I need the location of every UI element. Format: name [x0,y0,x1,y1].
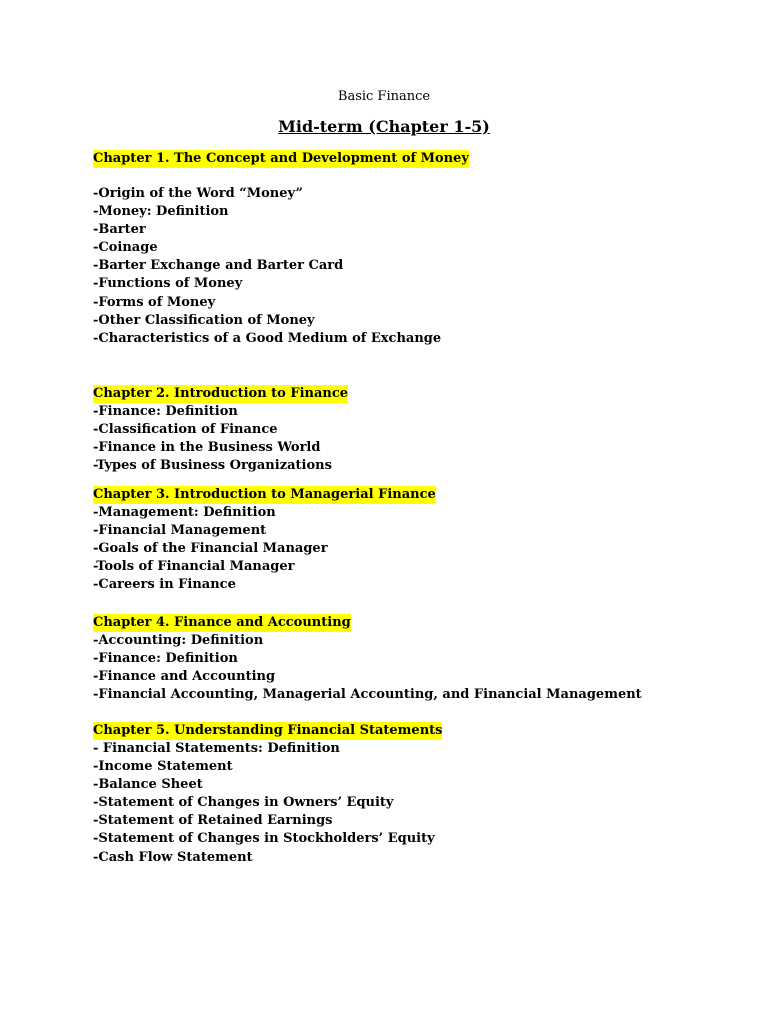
topic-item: -Functions of Money [93,276,243,292]
topic-item: -Coinage [93,240,158,256]
topic-item: -Finance: Definition [93,651,238,667]
chapter-3-heading: Chapter 3. Introduction to Managerial Finance [93,487,436,502]
chapter-2-heading: Chapter 2. Introduction to Finance [93,386,349,401]
topic-item: -Classification of Finance [93,422,278,438]
document-title: Basic Finance [337,89,431,104]
topic-item: -Goals of the Financial Manager [93,541,328,557]
topic-item: -Types of Business Organizations [93,458,332,474]
topic-item: -Finance: Definition [93,404,238,419]
chapter-1-topic-list [93,185,733,348]
topic-item: -Barter [93,222,146,238]
topic-item: -Forms of Money [93,294,216,310]
chapter-5-topic-list [93,740,733,867]
chapter-1-heading: Chapter 1. The Concept and Development of Money [93,151,469,166]
chapter-4-topic-list [93,632,733,704]
topic-item: -Income Statement [93,759,233,775]
chapter-5-section [93,719,733,867]
document-subtitle: Mid-term (Chapter 1-5) [278,117,490,136]
topic-item: -Barter Exchange and Barter Card [93,258,344,274]
topic-item: - Financial Statements: Definition [93,741,340,756]
topic-item: -Careers in Finance [93,577,236,593]
chapter-2-section [93,382,733,475]
topic-item: -Tools of Financial Manager [93,559,295,575]
topic-item: -Money: Definition [93,204,229,220]
topic-item: -Finance in the Business World [93,440,321,456]
topic-item: -Finance and Accounting [93,669,276,685]
topic-item: -Financial Accounting, Managerial Accounting, and Financial Management [93,687,642,703]
chapter-3-section [93,483,733,594]
topic-item: -Origin of the Word “Money” [93,186,303,201]
chapter-1-section [93,147,733,348]
topic-item: -Accounting: Definition [93,633,264,648]
topic-item: -Characteristics of a Good Medium of Exchange [93,330,442,346]
chapter-4-section [93,611,733,704]
chapter-2-topic-list [93,403,733,475]
topic-item: -Management: Definition [93,505,276,520]
topic-item: -Balance Sheet [93,777,203,793]
topic-item: -Cash Flow Statement [93,849,253,865]
topic-item: -Statement of Changes in Owners’ Equity [93,795,394,811]
topic-item: -Statement of Retained Earnings [93,813,333,829]
topic-item: -Statement of Changes in Stockholders’ Equity [93,831,435,847]
chapter-4-heading: Chapter 4. Finance and Accounting [93,615,351,630]
chapter-3-topic-list [93,504,733,594]
chapter-5-heading: Chapter 5. Understanding Financial Statements [93,723,443,738]
topic-item: -Financial Management [93,523,267,539]
topic-item: -Other Classification of Money [93,312,315,328]
